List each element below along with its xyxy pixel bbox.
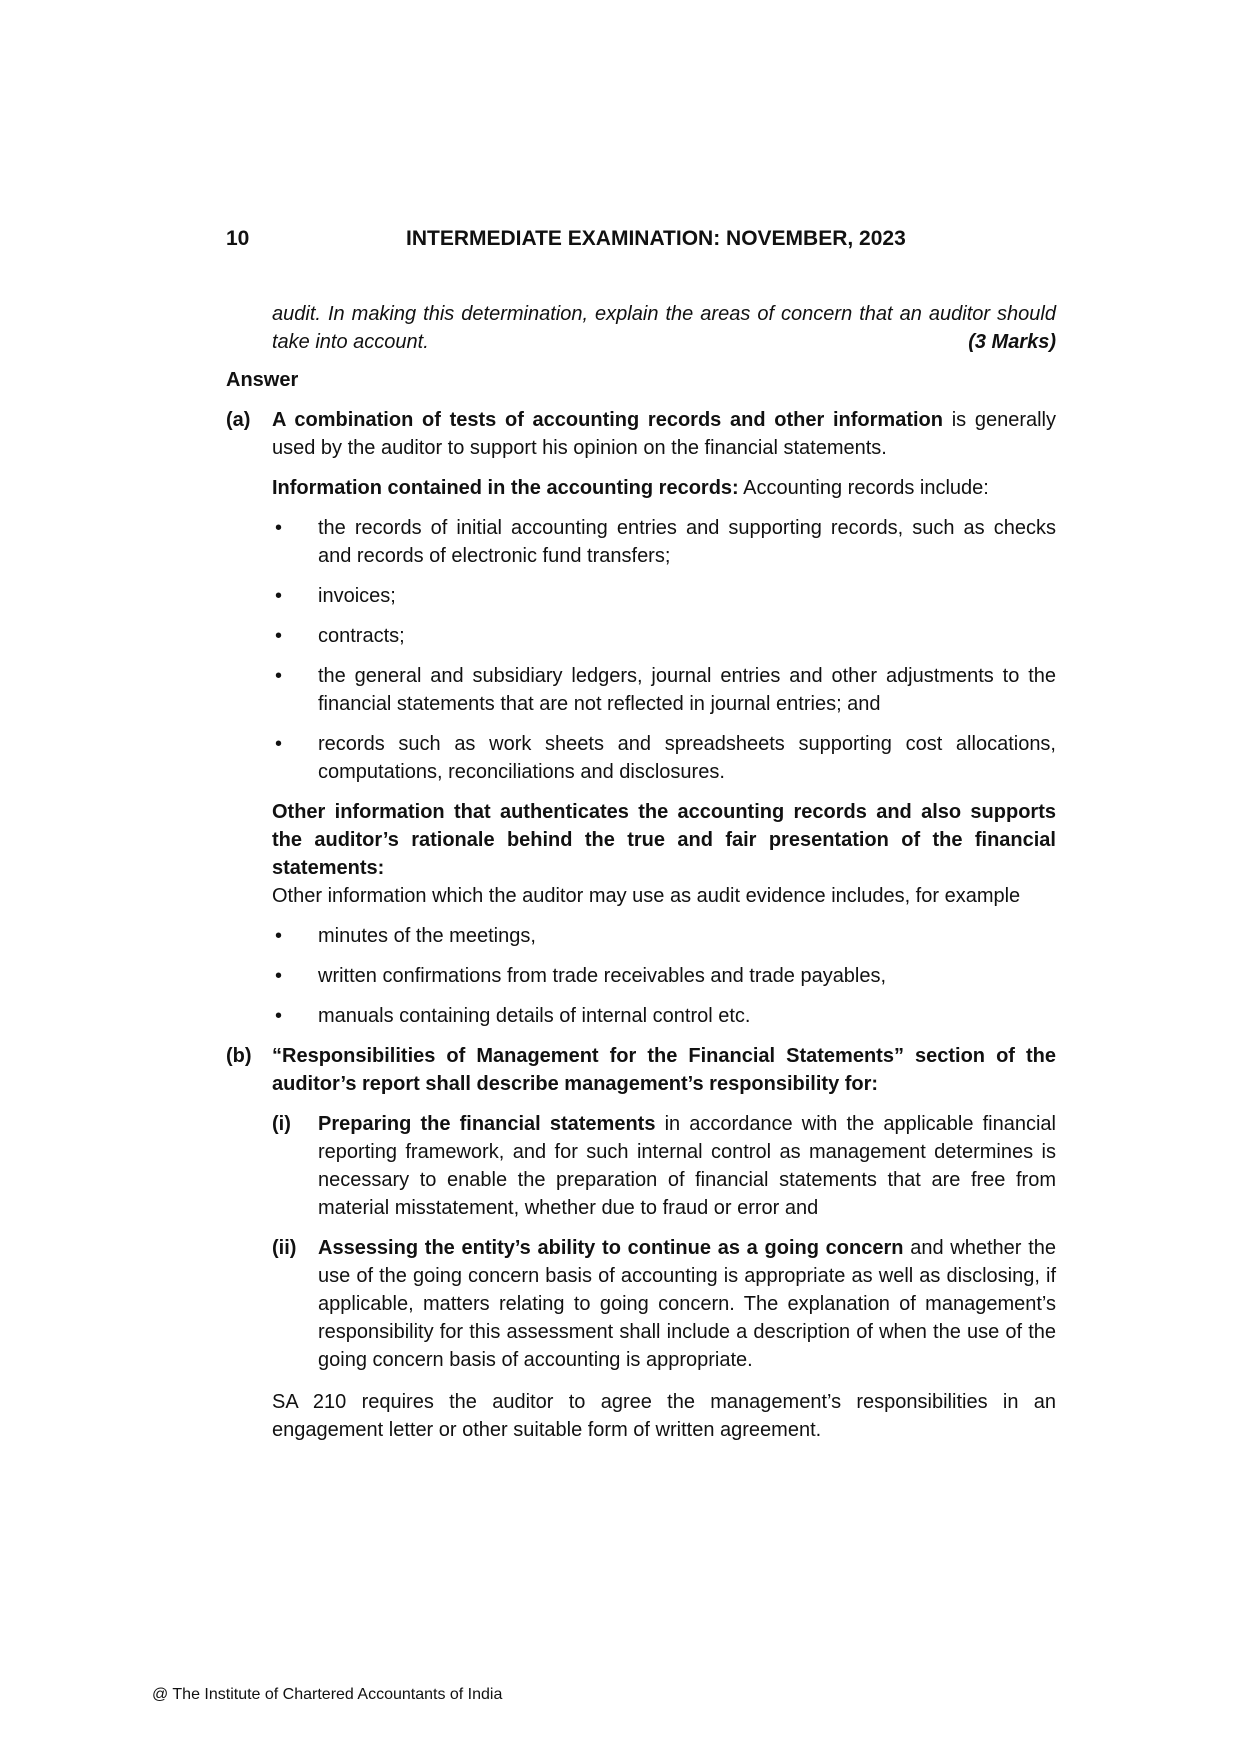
answer-part-a [226, 406, 1056, 1030]
list-item: • contracts; [272, 622, 1056, 650]
sub-bold: Assessing the entity’s ability to continue as a going concern [318, 1237, 904, 1259]
part-a-lead-bold: A combination of tests of accounting records and other information [272, 409, 943, 431]
question-text: audit. In making this determination, explain the areas of concern that an auditor should take into account. [272, 303, 1056, 353]
records-rest: Accounting records include: [738, 477, 989, 499]
bullet-icon: • [275, 733, 283, 755]
other-info-rest: Other information which the auditor may use as audit evidence includes, for example [272, 885, 1021, 907]
bullet-icon: • [275, 665, 283, 687]
list-item: • invoices; [272, 582, 1056, 610]
answer-heading: Answer [226, 369, 299, 391]
part-a-lead-rest: is generally used by the auditor to support his opinion on the financial statements. [272, 409, 1057, 459]
sub-rest: and whether the use of the going concern basis of accounting is appropriate as well as disclosing, if applicable, matters relating to going concern. The explanation of management’s responsibility for this assessment shall include a description of when the use of the going concern basis of accounting is appropriate. [318, 1237, 1056, 1371]
list-item: • records such as work sheets and spreadsheets supporting cost allocations, computations, reconciliations and disclosures. [272, 730, 1056, 786]
records-list [272, 514, 1056, 786]
other-info-list [272, 922, 1056, 1030]
bullet-icon: • [275, 517, 283, 539]
bullet-icon: • [275, 1005, 283, 1027]
records-paragraph [272, 474, 1056, 502]
list-item: • the records of initial accounting entries and supporting records, such as checks and records of electronic fund transfers; [272, 514, 1056, 570]
page-footer: @ The Institute of Chartered Accountants of India [152, 1686, 503, 1703]
bullet-icon: • [275, 925, 283, 947]
list-item: • the general and subsidiary ledgers, journal entries and other adjustments to the financial statements that are not reflected in journal entries; and [272, 662, 1056, 718]
sub-rest: in accordance with the applicable financial reporting framework, and for such internal control as management determines is necessary to enable the preparation of financial statements that are free from material misstatement, whether due to fraud or error and [318, 1113, 1056, 1219]
question-continuation [272, 300, 1056, 356]
bullet-icon: • [275, 585, 283, 607]
sub-bold: Preparing the financial statements [318, 1113, 656, 1135]
list-item: • written confirmations from trade receivables and trade payables, [272, 962, 1056, 990]
marks-label: (3 Marks) [968, 331, 1056, 353]
records-heading: Information contained in the accounting records: [272, 477, 739, 499]
page-number: 10 [226, 227, 250, 250]
header-title: INTERMEDIATE EXAMINATION: NOVEMBER, 2023 [406, 227, 906, 250]
list-item: • manuals containing details of internal control etc. [272, 1002, 1056, 1030]
part-b-heading: “Responsibilities of Management for the Financial Statements” section of the auditor’s report shall describe management’s responsibility for: [272, 1045, 1056, 1095]
part-b-sub-i [272, 1110, 1056, 1222]
other-info-paragraph [272, 798, 1056, 910]
part-a-label: (a) [226, 409, 251, 431]
closing-paragraph: SA 210 requires the auditor to agree the management’s responsibilities in an engagement letter or other suitable form of written agreement. [272, 1391, 1056, 1441]
sub-label: (ii) [272, 1237, 297, 1259]
answer-part-b [226, 1042, 1056, 1444]
list-item: • minutes of the meetings, [272, 922, 1056, 950]
part-a-lead [272, 406, 1056, 462]
bullet-icon: • [275, 625, 283, 647]
part-b-sub-ii [272, 1234, 1056, 1374]
part-b-label: (b) [226, 1045, 252, 1067]
other-info-heading: Other information that authenticates the accounting records and also supports the auditor’s rationale behind the true and fair presentation of the financial statements: [272, 801, 1056, 879]
bullet-icon: • [275, 965, 283, 987]
page-content [226, 300, 1056, 1444]
sub-label: (i) [272, 1113, 291, 1135]
